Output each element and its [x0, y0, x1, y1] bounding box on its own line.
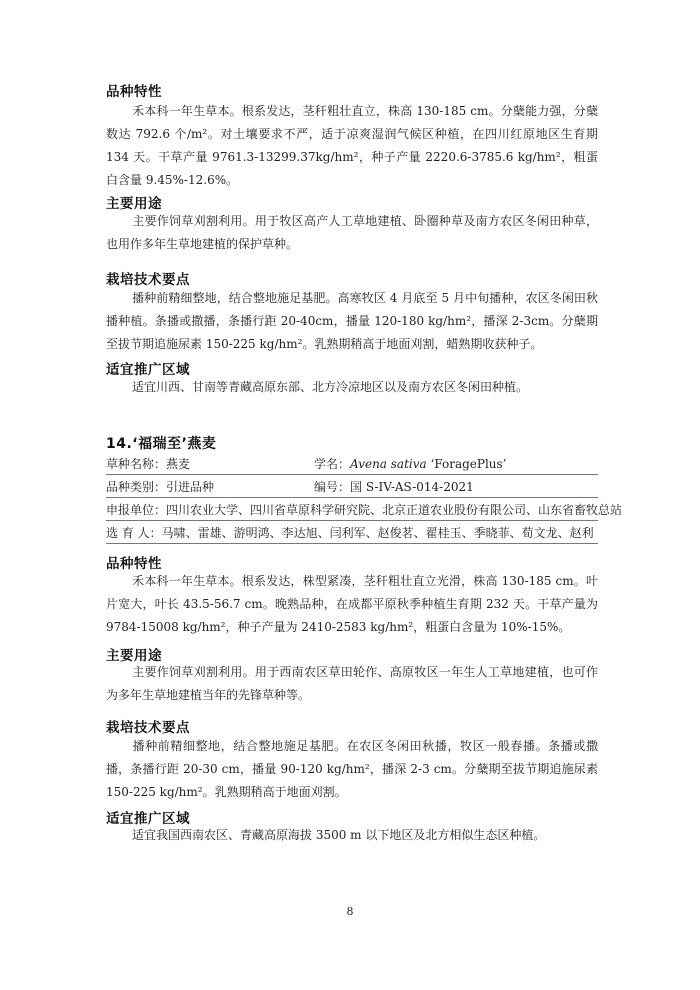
- table-rule: [106, 497, 598, 498]
- section-heading-traits: 品种特性: [106, 84, 162, 100]
- section-heading-uses-2: 主要用途: [106, 648, 162, 664]
- info-row-1: [106, 453, 598, 476]
- cultivation-paragraph: 播种前精细整地，结合整地施足基肥。高寒牧区 4 月底至 5 月中旬播种，农区冬闲田秋播种植。条播或撒播，条播行距 20-40cm，播量 120-180 kg/hm²，播深 2-3cm。分蘖期至拔节期追施尿素 150-225 kg/hm²。乳熟期稍高于地面刈割，蜡熟期收获种子。: [106, 291, 598, 351]
- traits-paragraph-2: 禾本科一年生草本。根系发达，株型紧凑，茎秆粗壮直立光滑，株高 130-185 cm。叶片宽大，叶长 43.5-56.7 cm。晚熟品种，在成都平原秋季种植生育期 232 天。干草产量为 9784-15008 kg/hm²，种子产量为 2410-2583 kg/hm²，粗蛋白含量为 10%-15%。: [106, 574, 598, 634]
- info-row-4: [106, 522, 598, 545]
- info-row-2: [106, 476, 598, 499]
- table-rule: [106, 520, 598, 521]
- breeders: 选 育 人：马啸、雷雄、游明鸿、李达旭、闫利军、赵俊茗、翟桂玉、季晓菲、荀文龙、赵利: [106, 526, 594, 540]
- table-rule: [106, 543, 598, 544]
- variety-category: 品种类别：引进品种: [106, 480, 215, 494]
- page-number: 8: [346, 905, 354, 918]
- applicant-units: 申报单位：四川农业大学、四川省草原科学研究院、北京正道农业股份有限公司、山东省畜牧总站: [106, 503, 623, 517]
- variety-info-table: [106, 453, 623, 545]
- cultivation-paragraph-2: 播种前精细整地，结合整地施足基肥。在农区冬闲田秋播，牧区一般春播。条播或撒播，条播行距 20-30 cm，播量 90-120 kg/hm²，播深 2-3 cm。分蘖期至拔节期追施尿素 150-225 kg/hm²。乳熟期稍高于地面刈割。: [106, 739, 598, 799]
- variety-title: 14.‘福瑞至’燕麦: [106, 436, 217, 452]
- section-heading-traits-2: 品种特性: [106, 556, 162, 572]
- section-heading-uses: 主要用途: [106, 196, 162, 212]
- table-rule: [106, 474, 598, 475]
- section-heading-region: 适宜推广区域: [106, 362, 190, 378]
- region-paragraph-2: 适宜我国西南农区、青藏高原海拔 3500 m 以下地区及北方相似生态区种植。: [132, 828, 546, 842]
- uses-paragraph: 主要作饲草刈割利用。用于牧区高产人工草地建植、卧圈种草及南方农区冬闲田种草，也用作多年生草地建植的保护草种。: [106, 214, 598, 251]
- info-row-3: [106, 499, 623, 522]
- uses-paragraph-2: 主要作饲草刈割利用。用于西南农区草田轮作、高原牧区一年生人工草地建植，也可作为多年生草地建植当年的先锋草种等。: [106, 665, 598, 702]
- registration-number: 编号：国 S-IV-AS-014-2021: [314, 480, 474, 494]
- traits-paragraph: 禾本科一年生草本。根系发达，茎秆粗壮直立，株高 130-185 cm。分蘖能力强，分蘖数达 792.6 个/m²。对土壤要求不严，适于凉爽湿润气候区种植，在四川红原地区生育期 134 天。干草产量 9761.3-13299.37kg/hm²，种子产量 2220.6-3785.6 kg/hm²，粗蛋白含量 9.45%-12.6%。: [106, 104, 598, 187]
- species-name: 草种名称：燕麦: [106, 457, 191, 471]
- section-heading-cultivation-2: 栽培技术要点: [106, 720, 190, 736]
- section-heading-region-2: 适宜推广区域: [106, 811, 190, 827]
- section-heading-cultivation: 栽培技术要点: [106, 272, 190, 288]
- region-paragraph: 适宜川西、甘南等青藏高原东部、北方冷凉地区以及南方农区冬闲田种植。: [132, 380, 529, 394]
- scientific-name: 学名：Avena sativa ‘ForagePlus’: [314, 457, 507, 471]
